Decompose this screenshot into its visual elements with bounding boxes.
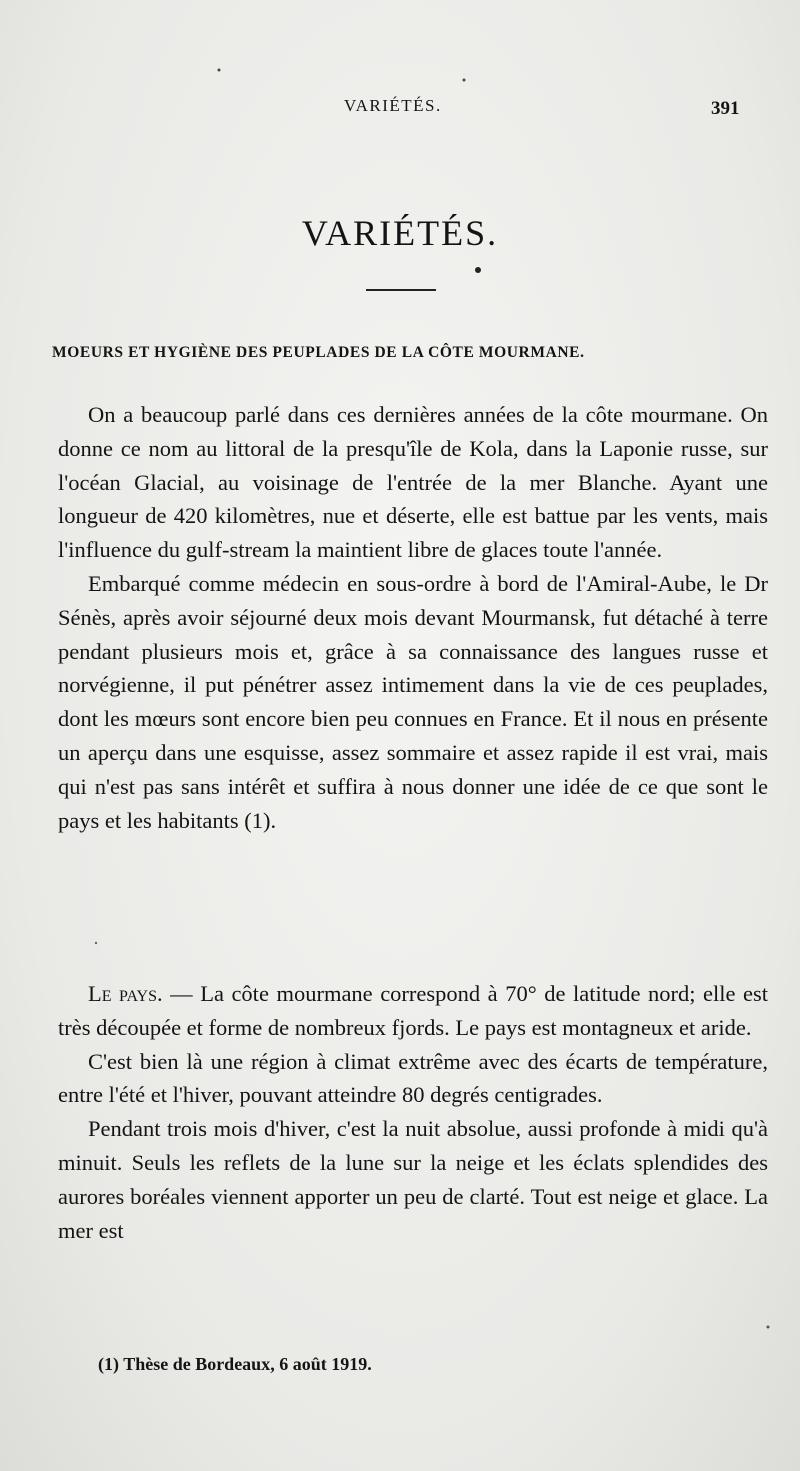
title-divider bbox=[366, 289, 436, 291]
footnote bbox=[98, 1354, 372, 1375]
le-pays-paragraph-3: Pendant trois mois d'hiver, c'est la nuit absolue, aussi profonde à midi qu'à minuit. Seuls les reflets de la lune sur la neige et les éclats splendides des aurores boréales viennent apporter un peu de clarté. Tout est neige et glace. La mer est bbox=[58, 1116, 768, 1243]
footnote-text: Thèse de Bordeaux, 6 août 1919. bbox=[123, 1354, 372, 1374]
intro-paragraph-1: On a beaucoup parlé dans ces dernières années de la côte mourmane. On donne ce nom au littoral de la presqu'île de Kola, dans la Laponie russe, sur l'océan Glacial, au voisinage de l'entrée de la mer Blanche. Ayant une longueur de 420 kilomètres, nue et déserte, elle est battue par les vents, mais l'influence du gulf-stream la maintient libre de glaces toute l'année. bbox=[58, 402, 768, 563]
page-title: VARIÉTÉS. bbox=[301, 213, 499, 253]
intro-text bbox=[58, 398, 768, 837]
le-pays-paragraph-1 bbox=[58, 977, 768, 1045]
running-head-title: VARIÉTÉS. bbox=[344, 96, 442, 115]
le-pays-paragraph-1-text: — La côte mourmane correspond à 70° de latitude nord; elle est très découpée et forme de nombreux fjords. Le pays est montagneux et aride. bbox=[58, 981, 768, 1040]
le-pays-section bbox=[58, 977, 768, 1247]
le-pays-lead-in: Le pays. bbox=[88, 981, 163, 1006]
page-number: 391 bbox=[711, 98, 740, 119]
section-heading: MOEURS ET HYGIÈNE DES PEUPLADES DE LA CÔTE MOURMANE. bbox=[52, 344, 585, 361]
le-pays-paragraph-2: C'est bien là une région à climat extrême avec des écarts de température, entre l'été et l'hiver, pouvant atteindre 80 degrés centigrades. bbox=[58, 1048, 768, 1108]
footnote-marker: (1) bbox=[98, 1354, 119, 1374]
intro-paragraph-2: Embarqué comme médecin en sous-ordre à bord de l'Amiral-Aube, le Dr Sénès, après avoir séjourné deux mois devant Mourmansk, fut détaché à terre pendant plusieurs mois et, grâce à sa connaissance des langues russe et norvégienne, il put pénétrer assez intimement dans la vie de ces peuplades, dont les mœurs sont encore bien peu connues en France. Et il nous en présente un aperçu dans une esquisse, assez sommaire et assez rapide il est vrai, mais qui n'est pas sans intérêt et suffira à nous donner une idée de ce que sont le pays et les habitants (1). bbox=[58, 570, 768, 833]
